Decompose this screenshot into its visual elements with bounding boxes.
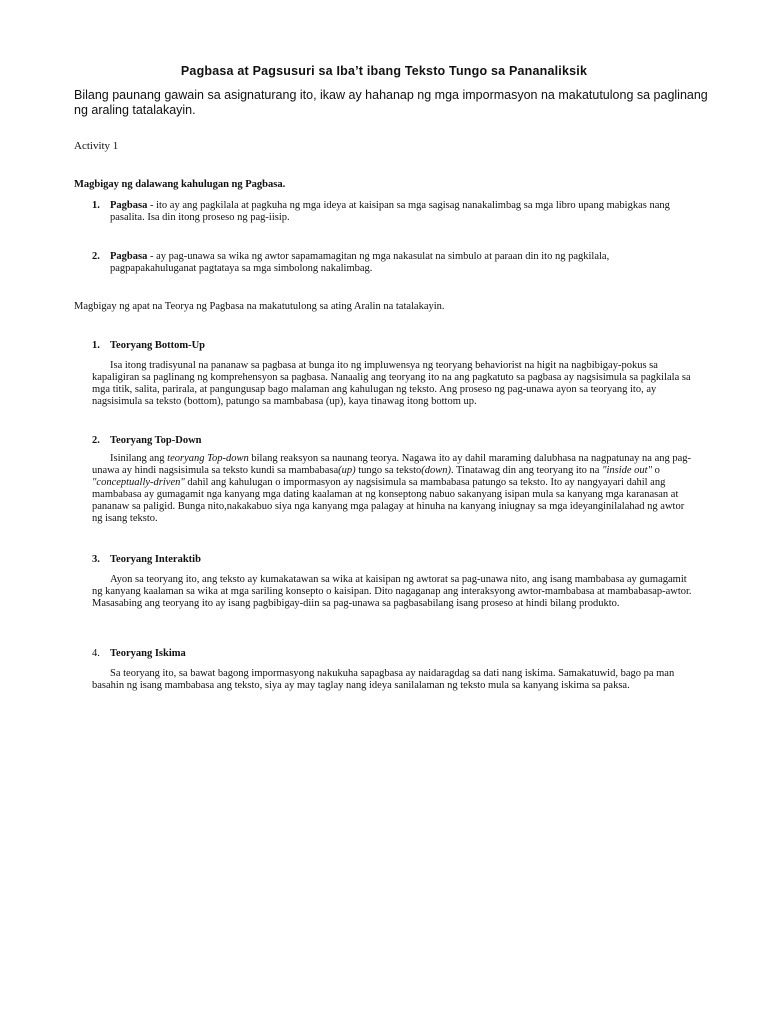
document-title: Pagbasa at Pagsusuri sa Iba’t ibang Teksto Tungo sa Pananaliksik bbox=[180, 64, 588, 78]
theory-title: Teoryang Bottom-Up bbox=[110, 340, 205, 351]
theory-title: Teoryang Iskima bbox=[110, 648, 186, 659]
definition-item bbox=[110, 251, 695, 275]
text-run-italic: "inside out" bbox=[602, 465, 653, 476]
text-run: tungo sa teksto bbox=[355, 465, 422, 476]
theory-paragraph: Ayon sa teoryang ito, ang teksto ay kumakatawan sa wika at kaisipan ng awtorat sa pag-unawa nito, ang isang mambabasa ay gumagamit ng kanyang kaalaman sa wika at mga sariling konsepto o kaisipan. Dito nagaganap ang interaksyong awtor-mambabasa at mambabasap-awtor. Masasabing ang teoryang ito ay isang pagbibigay-diin sa pag-unawa sa pagbasabilang isang proseso at hindi bilang produkto. bbox=[92, 574, 692, 609]
definitions-heading: Magbigay ng dalawang kahulugan ng Pagbasa. bbox=[74, 179, 286, 190]
text-run: o bbox=[652, 465, 660, 476]
definition-number: 1. bbox=[92, 200, 100, 211]
theory-title: Teoryang Interaktib bbox=[110, 554, 201, 565]
text-run: dahil ang kahulugan o impormasyon ay nagsisimula sa mambabasa patungo sa teksto. Ito ay nangyayari dahil ang mambabasa ay gumagamit nga kanyang mga dating kaalaman at ng konseptong nabuo sakanyang isipan mula sa kanyang mga karanasan at pananaw sa paligid. Bunga nito,nakakabuo siya nga kanyang mga palagay at hinuha na kanyang iniugnay sa mga ideyanginilalahad ng awtor ng isang teksto. bbox=[92, 477, 685, 524]
definition-item bbox=[110, 200, 695, 224]
text-run: Isinilang ang bbox=[110, 453, 168, 464]
theories-heading: Magbigay ng apat na Teorya ng Pagbasa na makatutulong sa ating Aralin na tatalakayin. bbox=[74, 301, 445, 312]
theory-paragraph bbox=[92, 453, 696, 525]
theory-number: 2. bbox=[92, 435, 100, 446]
definition-text: - ito ay ang pagkilala at pagkuha ng mga ideya at kaisipan sa mga sagisag nanakalimbag sa mga libro upang mabigkas nang pasalita. Isa din itong proseso ng pag-iisip. bbox=[110, 200, 670, 223]
theory-paragraph: Isa itong tradisyunal na pananaw sa pagbasa at bunga ito ng impluwensya ng teoryang behaviorist na higit na nagbibigay-pokus sa kapaligiran sa paglinang ng komprehensyon sa pagbasa. Nanaalig ang teoryang ito na ang pagkatuto sa pagbasa ay nagsisimula sa pagkilala sa mga titik, salita, parirala, at pangungusap bago malaman ang kahulugan ng teksto. Ang proseso ng pag-unawa ayon sa teoryang ito, ay nagsisimula sa teksto (bottom), patungo sa mambabasa (up), kaya tinawag itong bottom up. bbox=[92, 360, 691, 407]
theory-number: 3. bbox=[92, 554, 100, 565]
text-run-italic: (down) bbox=[421, 465, 451, 476]
definition-number: 2. bbox=[92, 251, 100, 262]
activity-label: Activity 1 bbox=[74, 140, 119, 152]
text-run: bilang reaksyon sa naunang teorya. Nagawa ito ay dahil maraming dalubhasa na nagpatunay na ang pag-unawa ay hindi nagsisimula sa teksto kundi sa mambabasa bbox=[92, 453, 692, 476]
text-run-italic: teoryang Top-down bbox=[167, 453, 249, 464]
theory-number: 1. bbox=[92, 340, 100, 351]
theory-number: 4. bbox=[92, 648, 100, 659]
definition-term: Pagbasa bbox=[110, 200, 148, 211]
text-run: . Tinatawag din ang teoryang ito na bbox=[451, 465, 603, 476]
intro-paragraph: Bilang paunang gawain sa asignaturang ito, ikaw ay hahanap ng mga impormasyon na makatutulong sa paglinang ng araling tatalakayin. bbox=[74, 88, 708, 117]
definition-text: - ay pag-unawa sa wika ng awtor sapamamagitan ng mga nakasulat na simbulo at paraan din ito ng pagkilala, pagpapakahuluganat pagtataya sa mga simbolong nakalimbag. bbox=[110, 251, 610, 274]
text-run-italic: "conceptually-driven" bbox=[92, 477, 185, 488]
definition-term: Pagbasa bbox=[110, 251, 148, 262]
theory-paragraph: Sa teoryang ito, sa bawat bagong impormasyong nakukuha sapagbasa ay naidaragdag sa dati nang iskima. Samakatuwid, bago pa man basahin ng isang mambabasa ang teksto, siya ay may taglay nang ideya sanilalaman ng teksto mula sa kanyang iskima sa paksa. bbox=[92, 668, 675, 691]
theory-title: Teoryang Top-Down bbox=[110, 435, 202, 446]
text-run-italic: (up) bbox=[338, 465, 356, 476]
